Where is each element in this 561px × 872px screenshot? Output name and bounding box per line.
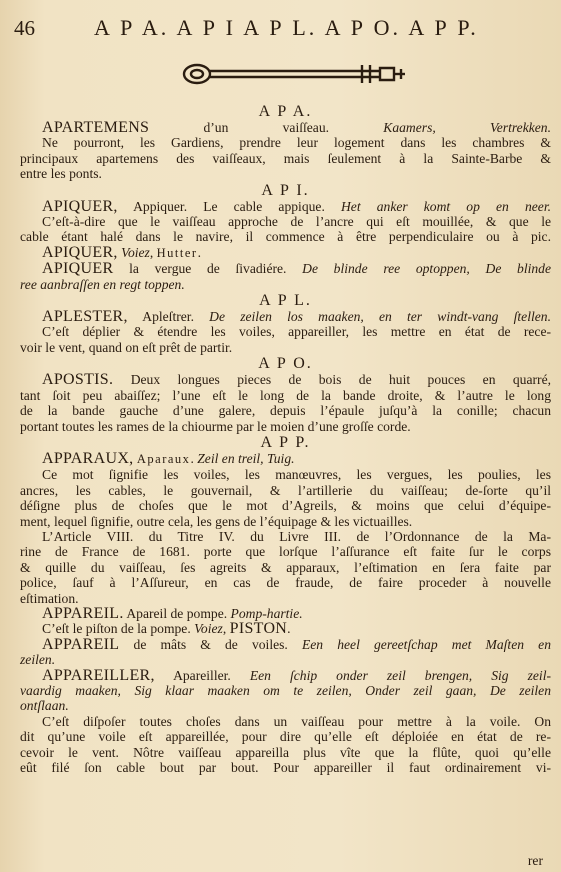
text-line xyxy=(20,514,551,529)
text-line xyxy=(20,637,551,652)
dutch-translation: De blinde ree optoppen, De blinde xyxy=(302,261,551,277)
headword: APARTEMENS xyxy=(42,119,150,136)
text-run: police, ſauf à l’Aſſureur, en cas de fraude, de faire proceder à nouvelle xyxy=(20,575,551,591)
page-number: 46 xyxy=(14,16,35,40)
text-run: , xyxy=(149,244,157,260)
headword: APOSTIS. xyxy=(42,371,114,389)
text-run: voir le vent, quand on eſt prêt de partir. xyxy=(20,339,233,355)
dutch-translation: Een ſchip onder zeil brengen, Sig zeil- xyxy=(249,667,551,683)
text-line xyxy=(20,575,551,590)
text-line xyxy=(20,277,551,292)
text-run: . xyxy=(197,244,201,260)
text-line xyxy=(20,324,551,339)
text-line xyxy=(20,419,551,434)
headword: APLESTER, xyxy=(42,308,128,326)
text-run: Ce mot ſignifie les voiles, les manœuvres, les vergues, les poulies, les xyxy=(42,467,551,483)
text-run: , xyxy=(222,621,230,637)
text-line xyxy=(20,621,551,636)
dutch-translation: ontſlaan. xyxy=(20,698,69,714)
text-line xyxy=(20,760,551,775)
text-run: d’un vaiſſeau. xyxy=(149,120,384,135)
text-line xyxy=(20,403,551,418)
dutch-translation: Voiez xyxy=(194,621,223,637)
text-run: Apareiller. xyxy=(154,667,250,683)
text-run: Deux longues pieces de bois de huit pouces en quarré, xyxy=(113,372,551,388)
section-heading: A P O. xyxy=(258,355,313,373)
text-run: la vergue de ſivadiére. xyxy=(113,261,303,277)
text-line xyxy=(20,388,551,403)
headword: APIQUER xyxy=(42,260,114,278)
text-run: . xyxy=(190,450,198,466)
page-header xyxy=(0,14,561,44)
text-line xyxy=(20,560,551,575)
text-run: ancres, les cables, le gouvernail, & l’artillerie du vaiſſeau; de-ſorte qu’il xyxy=(20,482,551,498)
text-line xyxy=(20,309,551,324)
text-line xyxy=(20,591,551,606)
text-line xyxy=(20,652,551,667)
text-line xyxy=(20,729,551,744)
dutch-translation: Voiez xyxy=(121,244,150,260)
text-line xyxy=(20,483,551,498)
cross-reference: Aparaux xyxy=(136,451,191,466)
text-line xyxy=(20,214,551,229)
text-line xyxy=(20,668,551,683)
key-ornament-icon xyxy=(180,60,408,88)
headword: APPARAUX, xyxy=(42,449,134,467)
text-line xyxy=(20,544,551,559)
text-line xyxy=(20,467,551,482)
text-line xyxy=(20,261,551,276)
text-line xyxy=(20,498,551,513)
text-run: & quille du vaiſſeau, ſes agreits & apparaux, l’eſtimation en ſera faite par xyxy=(20,559,551,575)
text-run: Apareil de pompe. xyxy=(123,605,231,621)
headword: APIQUER, xyxy=(42,197,118,215)
dutch-translation: zeilen. xyxy=(20,652,56,668)
text-run: de mâts & de voiles. xyxy=(119,636,302,652)
text-run: . xyxy=(287,621,291,637)
text-line xyxy=(20,372,551,387)
catchword: rer xyxy=(527,853,543,868)
text-run: L’Article VIII. du Titre IV. du Livre III. de l’Ordonnance de la Ma- xyxy=(42,528,551,544)
text-run: C’eſt déplier & étendre les voiles, appareiller, les mettre en état de rece- xyxy=(42,324,551,340)
text-line xyxy=(20,529,551,544)
text-line xyxy=(20,245,551,261)
dutch-translation: Een heel gereetſchap met Maſten en xyxy=(301,636,552,652)
text-run: eût filé ſon cable bout par bout. Pour appareiller il faut ordinairement vi- xyxy=(20,760,551,776)
text-line xyxy=(20,135,551,150)
text-run: rine de France de 1681. porte que lorſque l’aſſurance eſt faite ſur le corps xyxy=(20,544,551,560)
text-line xyxy=(20,606,551,621)
dutch-translation: vaardig maaken, Sig klaar maaken om te zeilen, Onder zeil gaan, De zeilen xyxy=(20,683,551,698)
dutch-translation: ree aanbraſſen en regt toppen. xyxy=(20,276,185,292)
headword: PISTON xyxy=(229,620,288,638)
dutch-translation: De zeilen los maaken, en ter windt-vang ſtellen. xyxy=(209,309,551,325)
cross-reference: Hutter xyxy=(156,245,198,260)
dutch-translation: Zeil en treil, Tuig. xyxy=(197,450,295,466)
headword: APPAREIL xyxy=(42,635,120,653)
text-line xyxy=(20,229,551,244)
section-heading: A P A. xyxy=(258,103,313,120)
text-run: de la bande gauche d’une galere, depuis l’épaule juſqu’à la conille; chacun xyxy=(20,403,551,419)
text-line xyxy=(20,698,551,713)
running-head: A P A. A P I A P L. A P O. A P P. xyxy=(94,15,479,40)
text-run: cevoir le vent. Nôtre vaiſſeau appareilla plus vîte que la flûte, quoi qu’elle xyxy=(20,744,551,760)
text-run: ment, lequel ſignifie, outre cela, les gens de l’équipage & les victuailles. xyxy=(20,513,413,529)
text-run: dit qu’une voile eſt appareillée, pour dire qu’elle eſt déploiée en état de re- xyxy=(20,729,551,745)
dutch-translation: Pomp-hartie. xyxy=(230,605,303,621)
text-run: Appiquer. Le cable appique. xyxy=(117,198,341,214)
text-run: Ne pourront, les Gardiens, prendre leur logement dans les chambres & xyxy=(42,135,551,151)
dutch-translation: Kaamers, Vertrekken. xyxy=(383,120,551,135)
text-run: cable étant halé dans le navire, il commence à être perpendiculaire ou à pic. xyxy=(20,229,551,245)
text-run: eſtimation. xyxy=(20,590,79,606)
text-run: principaux apartemens des vaiſſeaux, mais ſeulement à la Sainte-Barbe & xyxy=(20,150,551,166)
text-line xyxy=(20,451,551,467)
headword: APPAREIL. xyxy=(42,604,124,622)
text-line xyxy=(20,151,551,166)
text-run: C’eſt-à-dire que le vaiſſeau approche de l’ancre qui eſt mouillée, & que le xyxy=(42,214,551,230)
text-line xyxy=(20,714,551,729)
section-heading: A P L. xyxy=(259,292,312,310)
section-heading: A P P. xyxy=(260,433,311,451)
text-line xyxy=(20,745,551,760)
text-run: C’eſt diſpoſer toutes choſes dans un vaiſſeau pour mettre à la voile. On xyxy=(42,713,551,729)
dutch-translation: Het anker komt op en neer. xyxy=(340,198,551,214)
text-line xyxy=(20,683,551,698)
text-run: tant ſoit peu abaiſſez; l’une eſt le long de la bande droite, & l’autre le long xyxy=(20,387,551,403)
headword: APPAREILLER, xyxy=(42,666,155,684)
text-line xyxy=(20,199,551,214)
text-line xyxy=(20,340,551,355)
text-run: Apleſtrer. xyxy=(127,309,210,325)
page-body xyxy=(20,103,551,775)
text-run: C’eſt le piſton de la pompe. xyxy=(42,621,195,637)
text-line xyxy=(20,120,551,135)
text-run: portant toutes les rames de la chiourme par le moien d’une groſſe corde. xyxy=(20,418,411,434)
text-run: déſigne plus de choſes que le mot d’Agreils, & moins que celui d’équipe- xyxy=(20,498,551,514)
section-heading: A P I. xyxy=(261,181,310,199)
text-line xyxy=(20,166,551,181)
text-run: entre les ponts. xyxy=(20,166,102,182)
headword: APIQUER, xyxy=(42,243,118,261)
